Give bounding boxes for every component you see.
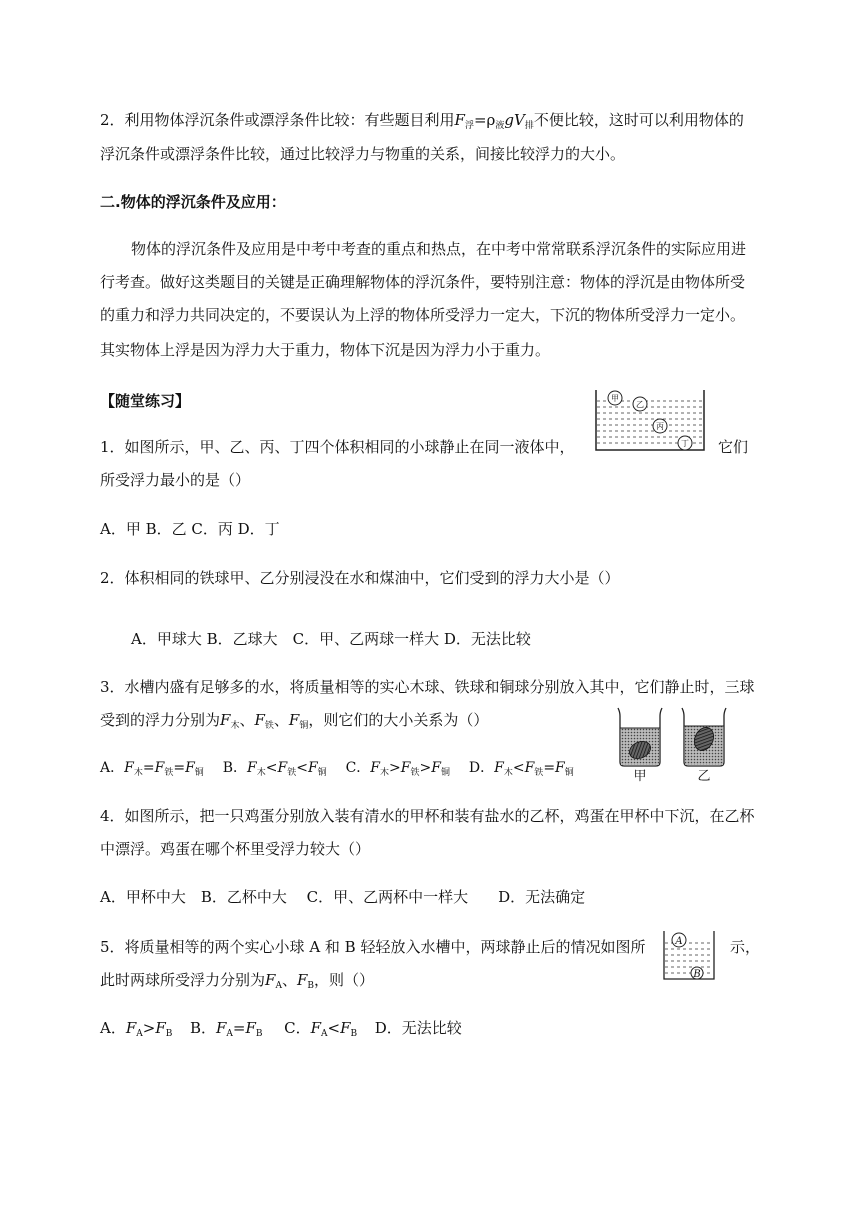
op: < — [265, 760, 278, 776]
sep: 、 — [281, 971, 297, 989]
q1-stem-2: 所受浮力最小的是（） — [100, 471, 251, 489]
f-symbol: F — [524, 760, 535, 776]
q1-ball-label-4: 丁 — [681, 439, 689, 448]
sep: 、 — [239, 711, 255, 729]
beaker-figure — [612, 704, 736, 784]
op: = — [173, 760, 186, 776]
eq-rho: =ρ — [473, 111, 496, 129]
beaker-label-2: 乙 — [697, 769, 711, 784]
q1-options: A．甲 B．乙 C．丙 D．丁 — [100, 520, 280, 538]
p2-line-2: 浮沉条件或漂浮条件比较，通过比较浮力与物重的关系，间接比较浮力的大小。 — [100, 145, 626, 163]
q5-figure — [662, 929, 718, 983]
q1-ball-label-2: 乙 — [636, 400, 644, 409]
q1-ball-label-3: 丙 — [656, 422, 664, 431]
beaker-label-1: 甲 — [633, 769, 647, 784]
f-symbol: F — [125, 1019, 137, 1037]
sub: 铁 — [164, 768, 174, 778]
op: < — [296, 760, 308, 776]
f-symbol: F — [154, 760, 165, 776]
q5-stem-1: 5．将质量相等的两个实心小球 A 和 B 轻轻放入水槽中，两球静止后的情况如图所 — [100, 938, 646, 956]
q4-options: A．甲杯中大 B．乙杯中大 C．甲、乙两杯中一样大 D．无法确定 — [100, 888, 586, 906]
sub: A — [136, 1029, 143, 1039]
q1-ball-label-1: 甲 — [611, 394, 619, 403]
gv-symbol: gV — [504, 111, 525, 129]
q3-text: 受到的浮力分别为 — [100, 711, 221, 729]
sub: B — [350, 1029, 358, 1039]
q3-options — [100, 757, 574, 784]
op: = — [232, 1019, 246, 1037]
p2-text: 2．利用物体浮沉条件或漂浮条件比较：有些题目利用 — [100, 111, 455, 129]
sub-tong: 铜 — [299, 721, 309, 731]
op: > — [419, 760, 432, 776]
q3-text-b: ，则它们的大小关系为（） — [308, 711, 489, 729]
opt-b: B． — [222, 760, 247, 776]
q3-stem-2 — [100, 709, 488, 737]
f-symbol: F — [370, 760, 381, 776]
op: > — [142, 1019, 156, 1037]
op: > — [389, 760, 401, 776]
sub: 铁 — [534, 768, 544, 778]
opt-b: B． — [189, 1019, 216, 1037]
section-para-4: 其实物体上浮是因为浮力大于重力，物体下沉是因为浮力小于重力。 — [100, 341, 551, 359]
sub: 木 — [133, 768, 143, 778]
p2-line-1 — [100, 109, 744, 137]
sub-a: A — [275, 981, 282, 991]
op: < — [512, 760, 525, 776]
sub: B — [165, 1029, 173, 1039]
q4-stem-2: 中漂浮。鸡蛋在哪个杯里受浮力较大（） — [100, 840, 371, 858]
opt-a: A． — [100, 1019, 126, 1037]
f-symbol: F — [288, 711, 300, 729]
q1-stem-tail: 它们 — [718, 438, 749, 456]
sep: 、 — [273, 711, 289, 729]
q3-stem-1: 3．水槽内盛有足够多的水，将质量相等的实心木球、铁球和铜球分别放入其中，它们静止时，三球 — [100, 678, 755, 696]
opt-c: C． — [345, 760, 371, 776]
sub: 铁 — [287, 768, 297, 778]
f-symbol: F — [431, 760, 441, 776]
op: < — [327, 1019, 341, 1037]
sub-fu: 浮 — [464, 121, 474, 131]
f-symbol: F — [310, 1019, 321, 1037]
q5-options — [100, 1017, 462, 1045]
sub: 铜 — [194, 768, 204, 778]
f-symbol: F — [124, 760, 134, 776]
sub: 木 — [503, 768, 513, 778]
q5-stem-1-tail: 示， — [730, 938, 761, 956]
f-symbol: F — [254, 711, 265, 729]
op: = — [543, 760, 556, 776]
sub: 铜 — [317, 768, 327, 778]
sub: 木 — [380, 768, 390, 778]
opt-d: D． — [468, 760, 495, 776]
f-symbol: F — [340, 1019, 351, 1037]
f-symbol: F — [220, 711, 231, 729]
sub-tie: 铁 — [264, 721, 274, 731]
sub-b: B — [307, 981, 314, 991]
q5-stem-2 — [100, 969, 374, 997]
sub: A — [321, 1029, 328, 1039]
sub-mu: 木 — [230, 721, 240, 731]
q1-figure — [594, 388, 708, 456]
f-symbol: F — [454, 111, 465, 129]
sub: B — [255, 1029, 263, 1039]
f-symbol: F — [185, 760, 195, 776]
q5-text-b: ，则（） — [314, 971, 375, 989]
f-symbol: F — [494, 760, 504, 776]
sub: 铁 — [410, 768, 420, 778]
section-para-3: 的重力和浮力共同决定的，不要误认为上浮的物体所受浮力一定大，下沉的物体所受浮力一定小。 — [100, 306, 746, 324]
opt-a: A． — [100, 760, 125, 776]
f-symbol: F — [247, 760, 257, 776]
q2-options: A．甲球大 B．乙球大 C．甲、乙两球一样大 D．无法比较 — [131, 630, 531, 648]
f-symbol: F — [265, 971, 276, 989]
f-symbol: F — [245, 1019, 256, 1037]
section-heading: 二.物体的浮沉条件及应用： — [100, 193, 286, 211]
op: = — [142, 760, 155, 776]
f-symbol: F — [400, 760, 411, 776]
opt-d: D．无法比较 — [374, 1019, 462, 1037]
q4-stem-1: 4．如图所示，把一只鸡蛋分别放入装有清水的甲杯和装有盐水的乙杯，鸡蛋在甲杯中下沉，在乙杯 — [100, 807, 755, 825]
sub: 铜 — [440, 768, 450, 778]
q5-text: 此时两球所受浮力分别为 — [100, 971, 266, 989]
sub-ye: 液 — [495, 121, 505, 131]
f-symbol: F — [277, 760, 288, 776]
practice-heading: 【随堂练习】 — [100, 392, 191, 410]
f-symbol: F — [296, 971, 308, 989]
p2-text-b: 不便比较，这时可以利用物体的 — [533, 111, 744, 129]
f-symbol: F — [215, 1019, 227, 1037]
sub-pai: 排 — [524, 121, 534, 131]
f-symbol: F — [155, 1019, 166, 1037]
section-para-1: 物体的浮沉条件及应用是中考中考查的重点和热点，在中考中常常联系浮沉条件的实际应用进 — [131, 240, 747, 258]
q1-stem: 1．如图所示，甲、乙、丙、丁四个体积相同的小球静止在同一液体中， — [100, 438, 575, 456]
q5-ball-label-b: B — [693, 969, 701, 980]
opt-c: C． — [284, 1019, 311, 1037]
f-symbol: F — [555, 760, 565, 776]
q2-stem: 2．体积相同的铁球甲、乙分别浸没在水和煤油中，它们受到的浮力大小是（） — [100, 569, 620, 587]
f-symbol: F — [307, 760, 318, 776]
sub: A — [226, 1029, 233, 1039]
sub: 木 — [256, 768, 266, 778]
section-para-2: 行考查。做好这类题目的关键是正确理解物体的浮沉条件，要特别注意：物体的浮沉是由物体所受 — [100, 273, 746, 291]
sub: 铜 — [564, 768, 574, 778]
q5-ball-label-a: A — [675, 936, 683, 947]
